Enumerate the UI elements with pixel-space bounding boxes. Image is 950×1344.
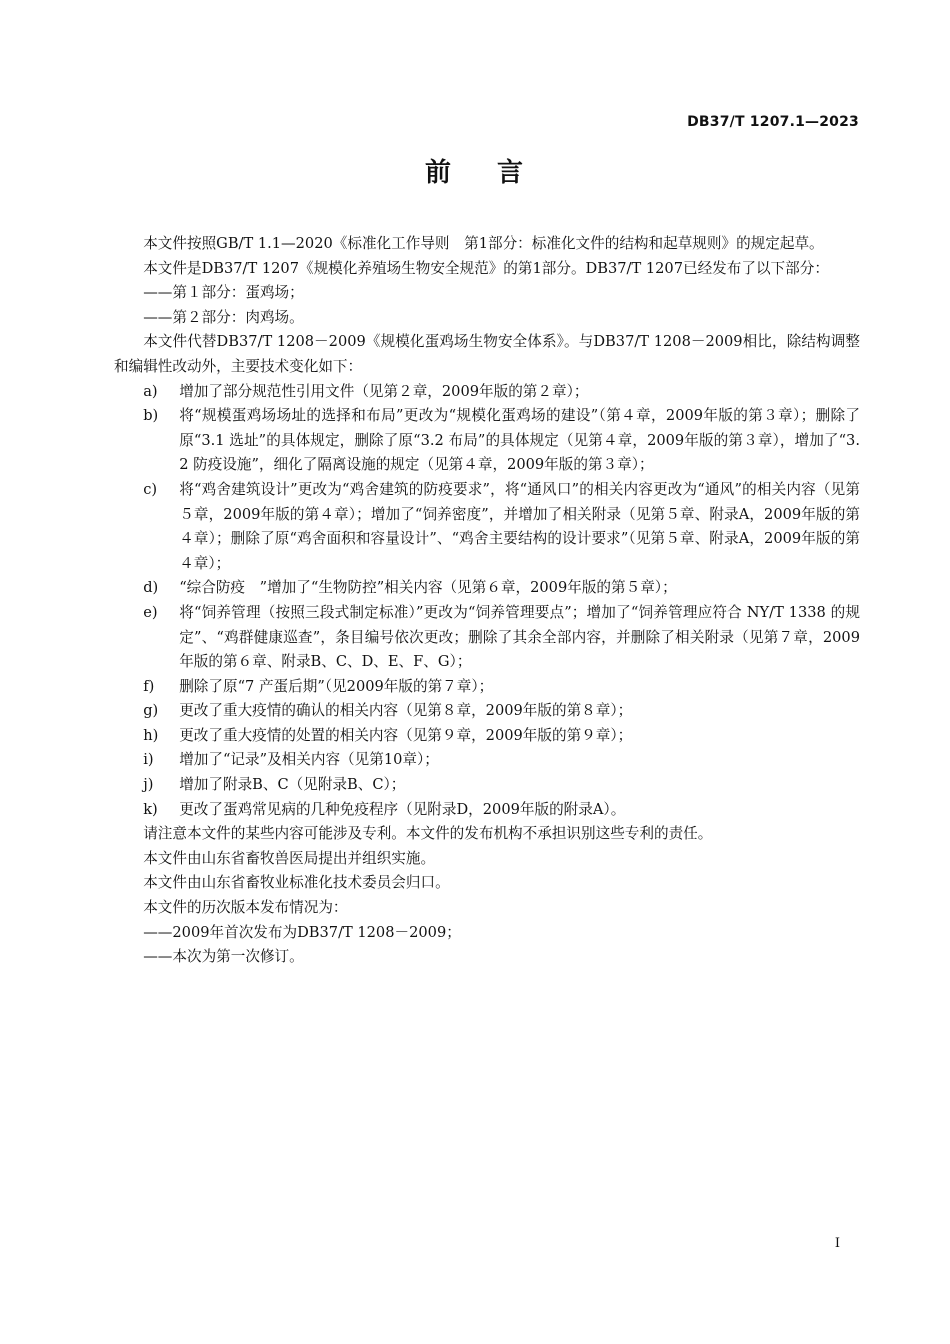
paragraph-proposer: 本文件由山东省畜牧兽医局提出并组织实施。 (143, 849, 436, 867)
change-item-f (143, 675, 860, 700)
change-item-g (143, 699, 860, 724)
change-marker: h) (143, 726, 159, 744)
paragraph-patent-notice: 请注意本文件的某些内容可能涉及专利。本文件的发布机构不承担识别这些专利的责任。 (143, 825, 713, 843)
change-text: “综合防疫 ”增加了“生物防控”相关内容（见第６章，2009年版的第５章）； (179, 579, 677, 597)
history-item-1: ——2009年首次发布为DB37/T 1208－2009； (143, 923, 461, 941)
standard-code: DB37/T 1207.1—2023 (687, 114, 859, 130)
change-marker: b) (143, 407, 159, 425)
paragraph-series-intro: 本文件是DB37/T 1207《规模化养殖场生物安全规范》的第1部分。DB37/T 1207已经发布了以下部分： (143, 259, 829, 277)
change-marker: c) (143, 480, 158, 498)
change-marker: j) (143, 776, 154, 794)
change-text: 更改了重大疫情的处置的相关内容（见第９章，2009年版的第９章）； (179, 726, 633, 744)
change-text: 将“鸡舍建筑设计”更改为“鸡舍建筑的防疫要求”，将“通风口”的相关内容更改为“通风”的相关内容（见第５章，2009年版的第４章）；增加了“饲养密度”，并增加了相关附录（见第５章、附录A，2009年版的第４章）；删除了原“鸡舍面积和容量设计”、“鸡舍主要结构的设计要求”（见第５章、附录A，2009年版的第４章）； (179, 480, 860, 572)
change-item-c (143, 478, 860, 576)
change-marker: e) (143, 603, 158, 621)
change-item-h (143, 724, 860, 749)
change-item-d (143, 576, 860, 601)
change-marker: i) (143, 751, 154, 769)
change-text: 将“饲养管理（按照三段式制定标准）”更改为“饲养管理要点”；增加了“饲养管理应符合 NY/T 1338 的规定”、“鸡群健康巡查”，条目编号依次更改；删除了其余全部内容，并删除了相关附录（见第７章，2009年版的第６章、附录B、C、D、E、F、G）； (179, 603, 860, 671)
change-text: 增加了附录B、C（见附录B、C）； (179, 776, 406, 794)
change-marker: f) (143, 677, 155, 695)
change-marker: g) (143, 702, 159, 720)
change-item-k (143, 798, 860, 823)
change-text: 将“规模蛋鸡场场址的选择和布局”更改为“规模化蛋鸡场的建设”（第４章，2009年版的第３章）；删除了原“3.1 选址”的具体规定，删除了原“3.2 布局”的具体规定（见第４章，2009年版的第３章），增加了“3.2 防疫设施”，细化了隔离设施的规定（见第４章，2009年版的第３章）； (179, 407, 860, 474)
paragraph-drafting-rules: 本文件按照GB/T 1.1—2020《标准化工作导则 第1部分：标准化文件的结构和起草规则》的规定起草。 (143, 235, 824, 252)
foreword-body (114, 232, 860, 970)
change-marker: d) (143, 579, 159, 597)
change-text: 更改了蛋鸡常见病的几种免疫程序（见附录D，2009年版的附录A）。 (179, 800, 626, 818)
part-list-item-1: ——第１部分：蛋鸡场； (143, 284, 304, 302)
paragraph-centralized: 本文件由山东省畜牧业标准化技术委员会归口。 (143, 874, 450, 892)
history-item-2: ——本次为第一次修订。 (143, 948, 304, 966)
change-item-i (143, 748, 860, 773)
paragraph-replacement: 本文件代替DB37/T 1208－2009《规模化蛋鸡场生物安全体系》。与DB37/T 1208－2009相比，除结构调整和编辑性改动外，主要技术变化如下： (114, 333, 860, 375)
change-marker: a) (143, 382, 158, 400)
title-char-2: 言 (497, 158, 526, 188)
change-marker: k) (143, 800, 158, 818)
change-text: 增加了部分规范性引用文件（见第２章，2009年版的第２章）； (179, 382, 589, 400)
page-title (0, 152, 950, 189)
change-item-a (143, 380, 860, 405)
page-number: I (834, 1236, 840, 1251)
change-item-e (143, 601, 860, 675)
change-text: 更改了重大疫情的确认的相关内容（见第８章，2009年版的第８章）； (179, 702, 633, 720)
change-text: 增加了“记录”及相关内容（见第10章）； (179, 751, 439, 769)
part-list-item-2: ——第２部分：肉鸡场。 (143, 308, 304, 326)
change-item-j (143, 773, 860, 798)
change-item-b (143, 404, 860, 478)
change-text: 删除了原“7 产蛋后期”（见2009年版的第７章）； (179, 677, 494, 695)
paragraph-history-intro: 本文件的历次版本发布情况为： (143, 899, 348, 917)
title-char-1: 前 (424, 158, 453, 188)
